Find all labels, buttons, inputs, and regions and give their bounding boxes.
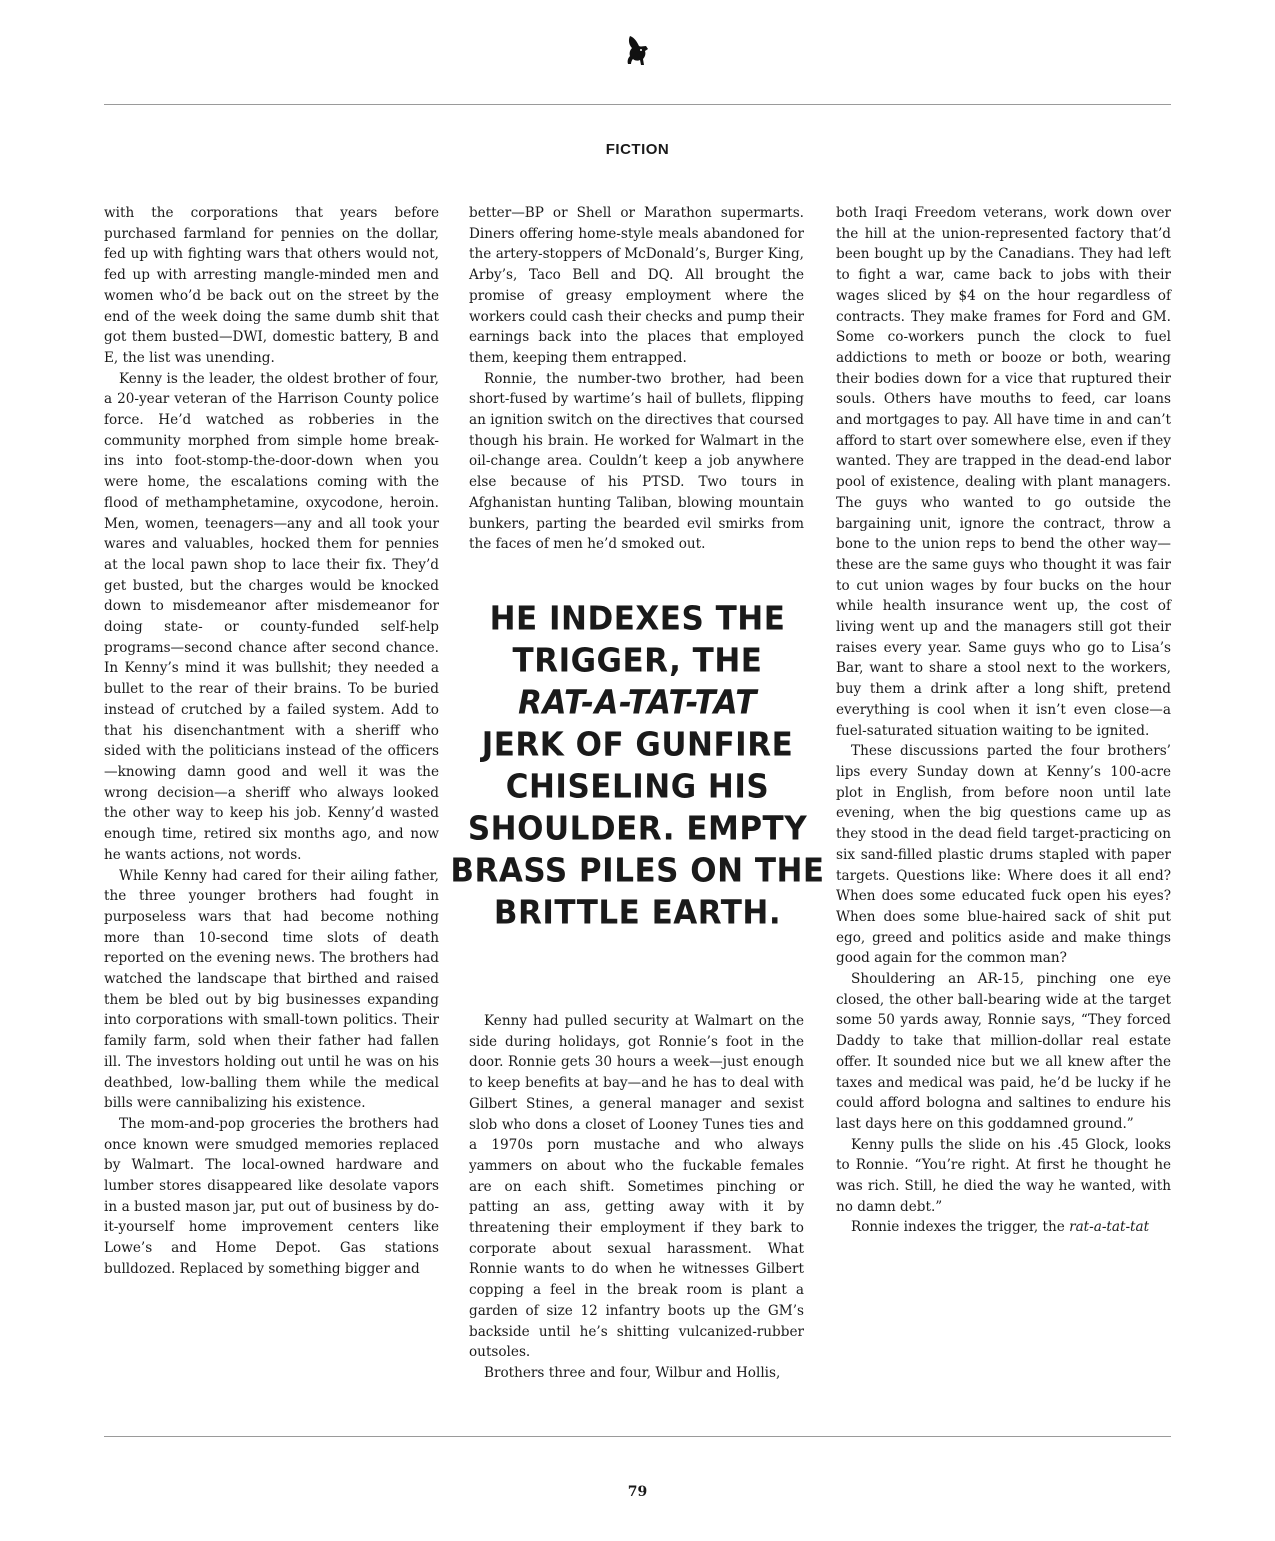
middle-column-top (469, 203, 804, 555)
paragraph: The mom-and-pop groceries the brothers had once known were smudged memories replaced by Walmart. The local-owned hardware and lumber stores disappeared like desolate vapors in a busted mason jar, put out of business by do-it-yourself home improvement centers like Lowe’s and Home Depot. Gas stations bulldozed. Replaced by something bigger and (104, 1115, 439, 1277)
paragraph: Brothers three and four, Wilbur and Hollis, (484, 1364, 781, 1381)
footer-rule (104, 1436, 1171, 1437)
playboy-rabbit-icon (624, 34, 650, 68)
paragraph: better—BP or Shell or Marathon supermarts. Diners offering home-style meals abandoned for the artery-stoppers of McDonald’s, Burger King, Arby’s, Taco Bell and DQ. All brought the promise of greasy employment where the workers could cash their checks and pump their earnings back into the places that employed them, keeping them entrapped. (469, 205, 804, 366)
paragraph: both Iraqi Freedom veterans, work down over the hill at the union-represented factory that’d been bought up by the Canadians. They had left to fight a war, came back to jobs with their wages sliced by $4 on the hour regardless of contracts. They make frames for Ford and GM. Some co-workers punch the clock to fuel addictions to meth or booze or both, wearing their bodies down for a vice that ruptured their souls. Others have mouths to feed, car loans and mortgages to pay. All have time in and can’t afford to start over somewhere else, even if they wanted. They are trapped in the dead-end labor pool of existence, dealing with plant managers. The guys who wanted to go outside the bargaining unit, ignore the contract, throw a bone to the union reps to bend the other way—these are the same guys who thought it was fair to cut union wages by four bucks on the hour while health insurance went up, the cost of living went up and the managers still got their raises every year. Same guys who go to Lisa’s Bar, want to share a stool next to the workers, buy them a drink after a long shift, pretend everything is cool when it isn’t even close—a fuel-saturated situation waiting to be ignited. (836, 205, 1171, 739)
paragraph: Kenny pulls the slide on his .45 Glock, looks to Ronnie. “You’re right. At first he thought he was rich. Still, he died the way he wanted, with no damn debt.” (836, 1136, 1171, 1215)
left-column (104, 203, 439, 1280)
pull-quote-line: JERK OF GUNFIRE CHISELING HIS SHOULDER. EMPTY BRASS PILES ON THE BRITTLE EARTH. (450, 726, 825, 932)
paragraph: Kenny is the leader, the oldest brother of four, a 20-year veteran of the Harrison County police force. He’d watched as robberies in the community morphed from simple home break-ins into foot-stomp-the-door-down when you were home, the escalations coming with the flood of methamphetamine, oxycodone, heroin. Men, women, teenagers—any and all took your wares and valuables, hocked them for pennies at the local pawn shop to lace their fix. They’d get busted, but the charges would be knocked down to misdemeanor after misdemeanor for doing state- or county-funded self-help programs—second chance after second chance. In Kenny’s mind it was bullshit; they needed a bullet to the rear of their brains. To be buried instead of crutched by a failed system. Add to that his disenchantment with a sheriff who sided with the politicians instead of the officers—knowing damn good and well it was the wrong decision—a sheriff who always looked the other way to keep his job. Kenny’d wasted enough time, retired six months ago, and now he wants actions, not words. (104, 370, 439, 863)
section-label: FICTION (605, 141, 670, 158)
paragraph: Shouldering an AR-15, pinching one eye closed, the other ball-bearing wide at the target some 50 yards away, Ronnie says, “They forced Daddy to take that million-dollar real estate offer. It sounded nice but we all knew after the taxes and medical was paid, he’d be lucky if he could afford bologna and saltines to endure his last days here on this goddamned ground.” (836, 971, 1171, 1132)
header-rule (104, 104, 1171, 105)
pull-quote (420, 598, 855, 934)
paragraph: Kenny had pulled security at Walmart on the side during holidays, got Ronnie’s foot in the door. Ronnie gets 30 hours a week—just enough to keep benefits at bay—and he has to deal with Gilbert Stines, a general manager and sexist slob who dons a closet of Looney Tunes ties and a 1970s porn mustache and who always yammers on about who the fuckable females are on each shift. Sometimes pinching or patting an ass, getting away with it by threatening their employment if they bark to corporate about sexual harassment. What Ronnie wants to do when he witnesses Gilbert copping a feel in the break room is plant a garden of size 12 infantry boots up the GM’s backside until he’s shitting vulcanized-rubber outsoles. (469, 1013, 804, 1361)
paragraph-italic: rat-a-tat-tat (1069, 1219, 1150, 1236)
right-column (836, 203, 1171, 1238)
paragraph: with the corporations that years before purchased farmland for pennies on the dollar, fed up with fighting wars that others would not, fed up with arresting mangle-minded men and women who’d be back out on the street by the end of the week doing the same dumb shit that got them busted—DWI, domestic battery, B and E, the list was unending. (104, 205, 439, 366)
paragraph-last (836, 1217, 1171, 1238)
pull-quote-italic: RAT-A-TAT-TAT (518, 684, 757, 722)
middle-column-bottom (469, 1011, 804, 1384)
paragraph-text: Ronnie indexes the trigger, the (851, 1219, 1065, 1236)
page-number: 79 (627, 1484, 648, 1500)
paragraph: These discussions parted the four brothers’ lips every Sunday down at Kenny’s 100-acre plot in English, from before noon until late evening, when the big questions came up as they stood in the dead field target-practicing on six sand-filled plastic drums stapled with paper targets. Questions like: Where does it all end? When does some educated fuck open his eyes? When does some blue-haired sack of shit put ego, greed and politics aside and make things good again for the common man? (836, 743, 1171, 967)
paragraph: Ronnie, the number-two brother, had been short-fused by wartime’s hail of bullets, flipping an ignition switch on the directives that coursed though his brain. He worked for Walmart in the oil-change area. Couldn’t keep a job anywhere else because of his PTSD. Two tours in Afghanistan hunting Taliban, blowing mountain bunkers, parting the bearded evil smirks from the faces of men he’d smoked out. (469, 370, 804, 553)
paragraph: While Kenny had cared for their ailing father, the three younger brothers had fought in purposeless wars that had become nothing more than 10-second time slots of death reported on the evening news. The brothers had watched the landscape that birthed and raised them be bled out by big businesses expanding into corporations with small-town politics. Their family farm, sold when their father had fallen ill. The investors holding out until he was on his deathbed, low-balling them while the medical bills were cannibalizing his existence. (104, 867, 439, 1112)
pull-quote-line: HE INDEXES THE TRIGGER, THE (489, 600, 786, 680)
